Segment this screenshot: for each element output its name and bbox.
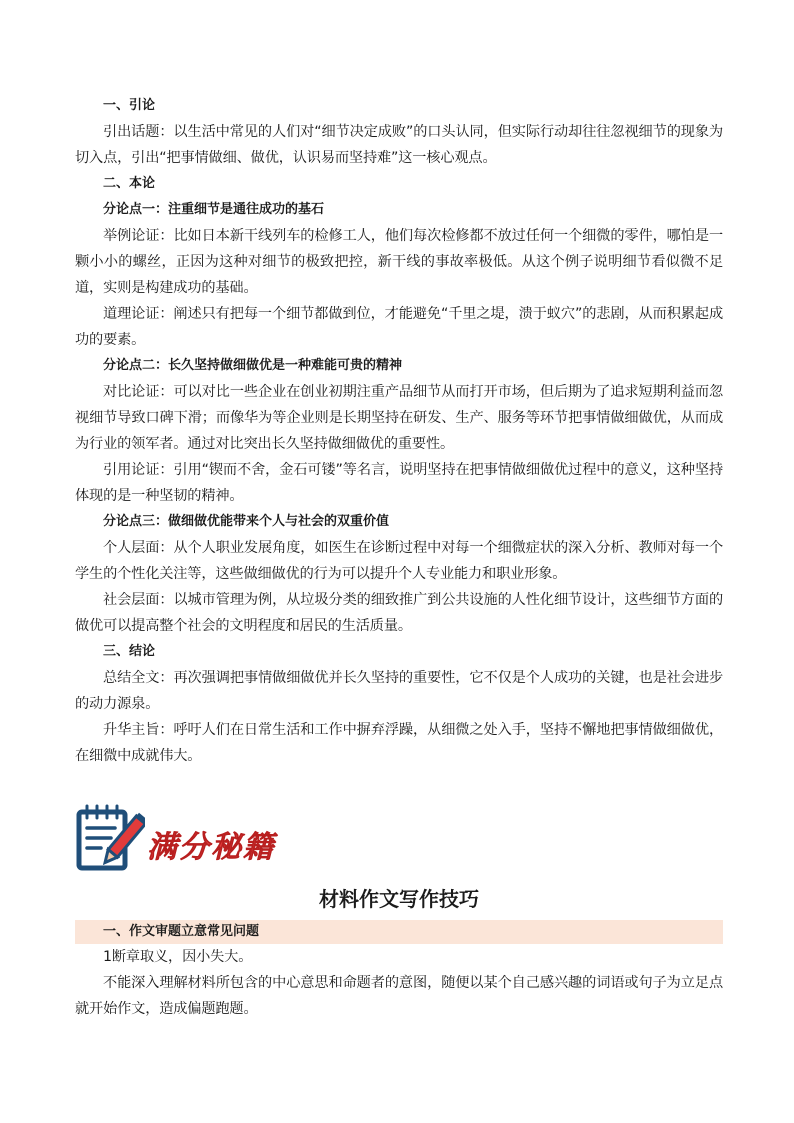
section-heading-conclusion: 三、结论 (103, 644, 156, 659)
sub-point-title: 分论点二：长久坚持做细做优是一种难能可贵的精神 (103, 358, 403, 373)
essay-outline (75, 93, 723, 769)
sub-point-title: 分论点三：做细做优能带来个人与社会的双重价值 (103, 514, 390, 529)
paragraph: 个人层面：从个人职业发展角度，如医生在诊断过程中对每一个细微症状的深入分析、教师对每一个学生的个性化关注等，这些做细做优的行为可以提升个人专业能力和职业形象。 (75, 540, 723, 582)
banner (75, 800, 723, 878)
paragraph: 不能深入理解材料所包含的中心意思和命题者的意图，随便以某个自己感兴趣的词语或句子为立足点就开始作文，造成偏题跑题。 (75, 975, 723, 1017)
section-heading-body: 二、本论 (103, 176, 156, 191)
paragraph: 道理论证：阐述只有把每一个细节都做到位，才能避免“千里之堤，溃于蚁穴”的悲剧，从而积累起成功的要素。 (75, 306, 723, 348)
banner-title: 满分秘籍 (147, 830, 275, 865)
paragraph: 总结全文：再次强调把事情做细做优并长久坚持的重要性，它不仅是个人成功的关键，也是社会进步的动力源泉。 (75, 670, 723, 712)
shaded-heading: 一、作文审题立意常见问题 (75, 920, 723, 944)
paragraph: 社会层面：以城市管理为例，从垃圾分类的细致推广到公共设施的人性化细节设计，这些细节方面的做优可以提高整个社会的文明程度和居民的生活质量。 (75, 592, 723, 634)
sub-point-title: 分论点一：注重细节是通往成功的基石 (103, 202, 325, 217)
paragraph: 升华主旨：呼吁人们在日常生活和工作中摒弃浮躁，从细微之处入手，坚持不懈地把事情做细做优，在细微中成就伟大。 (75, 722, 723, 764)
paragraph: 对比论证：可以对比一些企业在创业初期注重产品细节从而打开市场，但后期为了追求短期利益而忽视细节导致口碑下滑；而像华为等企业则是长期坚持在研发、生产、服务等环节把事情做细做优，从而成为行业的领军者。通过对比突出长久坚持做细做优的重要性。 (75, 384, 723, 452)
page-title: 材料作文写作技巧 (319, 887, 479, 911)
notepad-pen-icon (75, 802, 145, 872)
paragraph: 引用论证：引用“锲而不舍，金石可镂”等名言，说明坚持在把事情做细做优过程中的意义，这种坚持体现的是一种坚韧的精神。 (75, 462, 723, 504)
paragraph: 引出话题：以生活中常见的人们对“细节决定成败”的口头认同，但实际行动却往往忽视细节的现象为切入点，引出“把事情做细、做优，认识易而坚持难”这一核心观点。 (75, 124, 723, 166)
techniques-section (75, 800, 723, 1022)
item-title: 1断章取义，因小失大。 (103, 949, 253, 965)
section-heading-intro: 一、引论 (103, 98, 156, 113)
paragraph: 举例论证：比如日本新干线列车的检修工人，他们每次检修都不放过任何一个细微的零件，哪怕是一颗小小的螺丝，正因为这种对细节的极致把控，新干线的事故率极低。从这个例子说明细节看似微不足道，实则是构建成功的基础。 (75, 228, 723, 296)
